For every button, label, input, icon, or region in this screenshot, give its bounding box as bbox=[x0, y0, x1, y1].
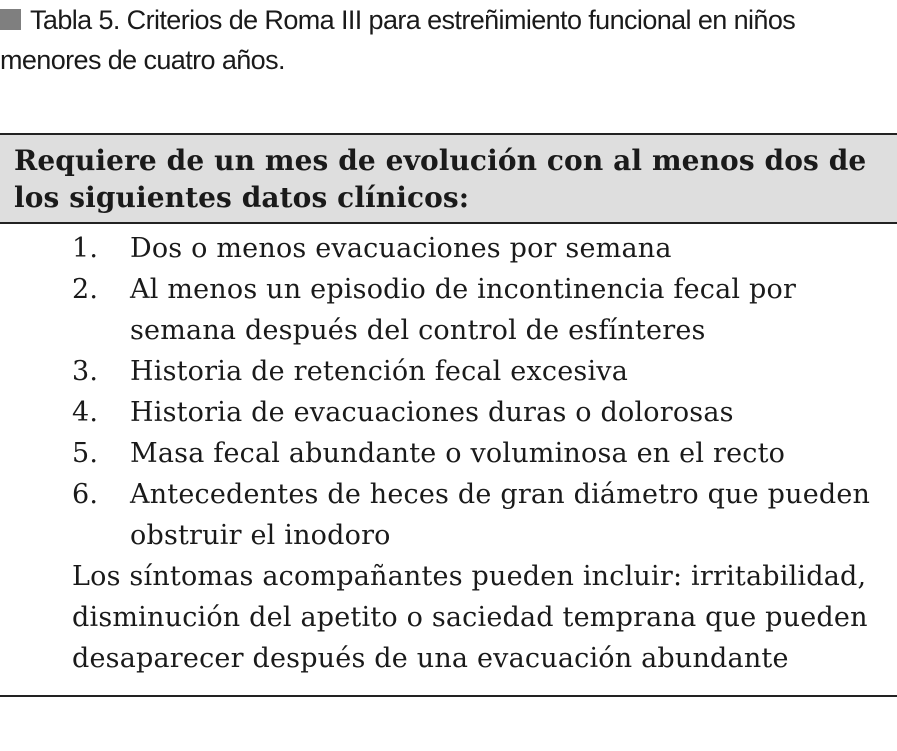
criteria-item bbox=[72, 228, 877, 269]
criteria-item bbox=[72, 269, 877, 351]
criteria-item bbox=[72, 392, 877, 433]
criteria-item bbox=[72, 351, 877, 392]
table-header: Requiere de un mes de evolución con al menos dos de los siguientes datos clínicos: bbox=[0, 135, 897, 222]
criteria-number: 2. bbox=[72, 274, 99, 305]
criteria-number: 5. bbox=[72, 438, 99, 469]
criteria-number: 4. bbox=[72, 397, 99, 428]
criteria-number: 6. bbox=[72, 479, 99, 510]
table-bottom-rule bbox=[0, 695, 897, 697]
criteria-text: Antecedentes de heces de gran diámetro que pueden obstruir el inodoro bbox=[130, 479, 871, 551]
caption-label: Tabla 5. bbox=[30, 5, 120, 35]
criteria-text: Al menos un episodio de incontinencia fecal por semana después del control de esfínteres bbox=[130, 274, 797, 346]
criteria-number: 3. bbox=[72, 356, 99, 387]
criteria-text: Historia de retención fecal excesiva bbox=[130, 356, 629, 387]
criteria-table bbox=[0, 133, 897, 697]
square-bullet-icon bbox=[0, 9, 21, 30]
caption-text: Criterios de Roma III para estreñimiento funcional en niños menores de cuatro años. bbox=[0, 5, 796, 75]
criteria-text: Masa fecal abundante o voluminosa en el recto bbox=[130, 438, 786, 469]
criteria-text: Dos o menos evacuaciones por semana bbox=[130, 233, 672, 264]
criteria-text: Historia de evacuaciones duras o dolorosas bbox=[130, 397, 734, 428]
criteria-list bbox=[72, 228, 877, 556]
accompanying-symptoms-note: Los síntomas acompañantes pueden incluir: irritabilidad, disminución del apetito o saciedad temprana que pueden desaparecer después de una evacuación abundante bbox=[72, 561, 868, 674]
criteria-item bbox=[72, 474, 877, 556]
table-caption bbox=[0, 0, 880, 80]
criteria-item bbox=[72, 433, 877, 474]
criteria-number: 1. bbox=[72, 233, 99, 264]
table-body bbox=[0, 224, 897, 695]
